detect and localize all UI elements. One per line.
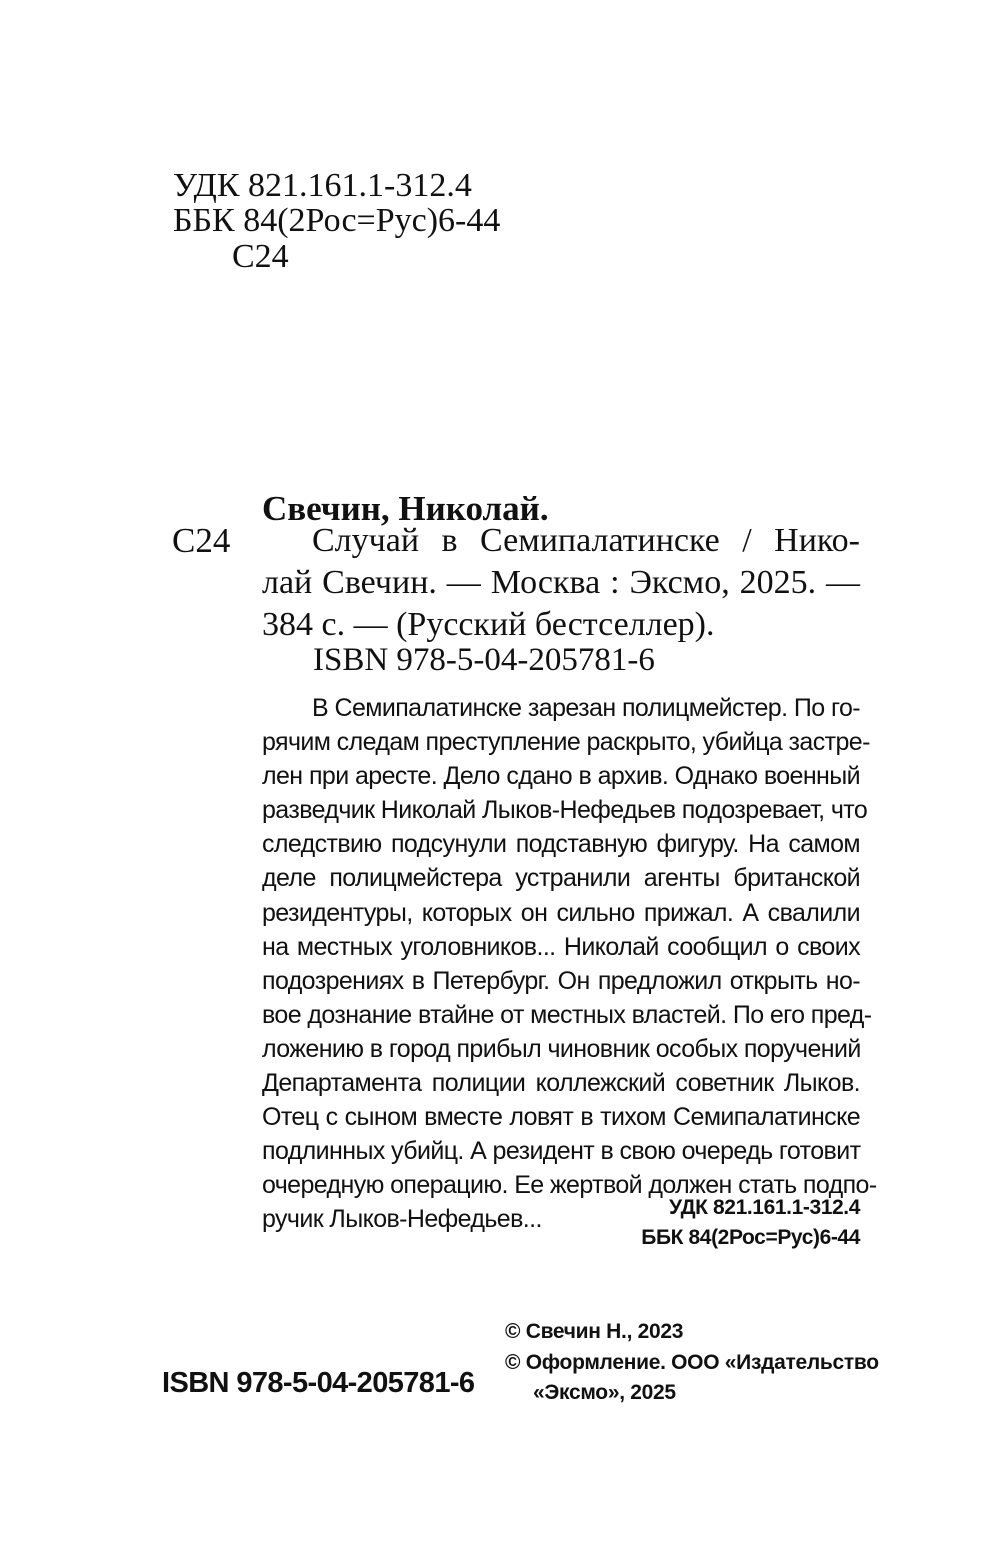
annotation-line: подозрениях в Петербург. Он предложил открыть но- [262,966,860,995]
card-isbn: ISBN 978-5-04-205781-6 [313,642,655,678]
bbk-code-card: ББК 84(2Рос=Рус)6-44 [641,1226,860,1249]
annotation-line: ложению в город прибыл чиновник особых поручений [262,1034,861,1063]
annotation-line: разведчик Николай Лыков-Нефедьев подозревает, что [262,796,868,825]
card-author: Свечин, Николай. [262,489,549,528]
annotation-line: лен при аресте. Дело сдано в архив. Однако военный [262,762,860,791]
bibliographic-description [262,520,860,646]
annotation-line: резидентуры, которых он сильно прижал. А свалили [262,898,860,927]
udk-code-card: УДК 821.161.1-312.4 [669,1196,860,1219]
bib-line: Случай в Семипалатинске / Нико- [312,522,860,559]
annotation-line: ручик Лыков-Нефедьев... [262,1205,542,1234]
bib-line: лай Свечин. — Москва : Эксмо, 2025. — [262,564,860,601]
annotation-line: очередную операцию. Ее жертвой должен стать подпо- [262,1171,877,1200]
annotation-line: рячим следам преступление раскрыто, убийца застре- [262,728,870,757]
card-codes [598,1193,860,1253]
copyright-author: © Свечин Н., 2023 [505,1320,684,1343]
annotation [262,691,877,1237]
annotation-line: В Семипалатинске зарезан полицмейстер. По го- [312,694,860,722]
annotation-line: подлинных убийц. А резидент в свою очередь готовит [262,1137,861,1166]
bbk-code-top: ББК 84(2Рос=Рус)6-44 [173,202,501,239]
annotation-line: на местных уголовников... Николай сообщил о своих [262,932,860,961]
cutter-code-top: С24 [232,238,289,275]
copyright-design: © Оформление. ООО «Издательство [505,1351,879,1374]
copyright-design-cont: «Эксмо», 2025 [533,1381,676,1404]
bib-line: 384 с. — (Русский бестселлер). [262,606,715,643]
isbn-main: ISBN 978-5-04-205781-6 [162,1367,475,1399]
annotation-line: Отец с сыном вместе ловят в тихом Семипалатинске [262,1103,860,1132]
annotation-line: деле полицмейстера устранили агенты британской [262,864,860,893]
udk-code-top: УДК 821.161.1-312.4 [173,167,472,204]
annotation-line: вое дознание втайне от местных властей. По его пред- [262,1000,872,1029]
annotation-line: следствию подсунули подставную фигуру. На самом [262,830,860,859]
card-cutter: С24 [172,521,231,560]
annotation-line: Департамента полиции коллежский советник Лыков. [262,1069,860,1098]
